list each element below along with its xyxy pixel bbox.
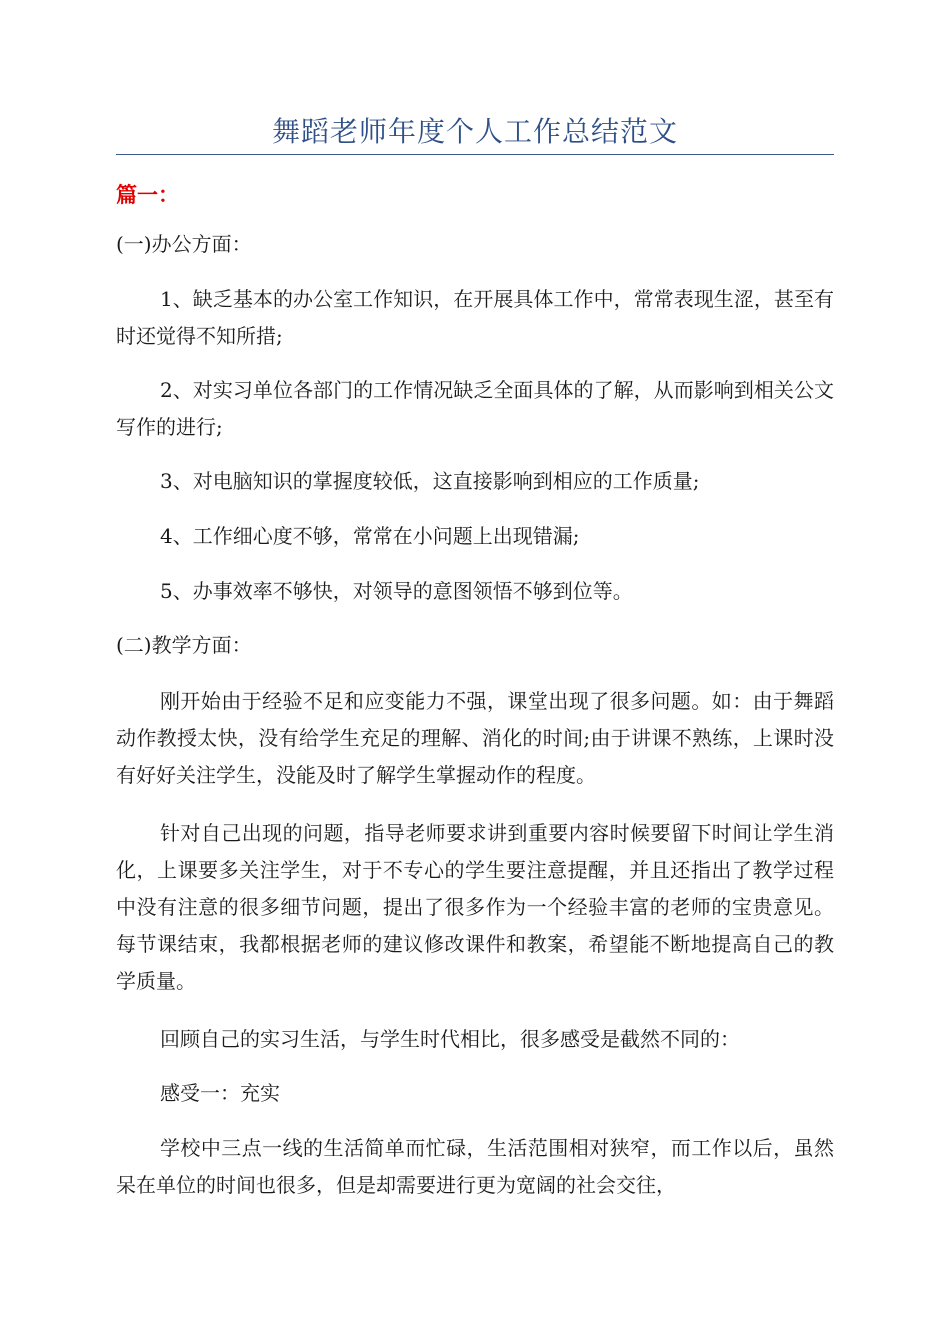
teaching-paragraph-2: 针对自己出现的问题，指导老师要求讲到重要内容时候要留下时间让学生消化，上课要多关注学生，对于不专心的学生要注意提醒，并且还指出了教学过程中没有注意的很多细节问题，提出了很多作为一个经验丰富的老师的宝贵意见。每节课结束，我都根据老师的建议修改课件和教案，希望能不断地提高自己的教学质量。 — [116, 821, 834, 993]
teaching-paragraph-1: 刚开始由于经验不足和应变能力不强，课堂出现了很多问题。如：由于舞蹈动作教授太快，没有给学生充足的理解、消化的时间;由于讲课不熟练，上课时没有好好关注学生，没能及时了解学生掌握动作的程度。 — [116, 689, 834, 787]
heading-teaching: (二)教学方面： — [116, 633, 252, 657]
teaching-paragraph-4: 学校中三点一线的生活简单而忙碌，生活范围相对狭窄，而工作以后，虽然呆在单位的时间也很多，但是却需要进行更为宽阔的社会交往， — [116, 1136, 834, 1197]
teaching-paragraph-3: 回顾自己的实习生活，与学生时代相比，很多感受是截然不同的： — [160, 1027, 740, 1051]
office-item-5: 5、办事效率不够快，对领导的意图领悟不够到位等。 — [160, 579, 633, 603]
heading-office: (一)办公方面： — [116, 232, 252, 256]
office-item-4: 4、工作细心度不够，常常在小问题上出现错漏; — [160, 524, 580, 548]
office-item-3: 3、对电脑知识的掌握度较低，这直接影响到相应的工作质量; — [160, 469, 700, 493]
document-title: 舞蹈老师年度个人工作总结范文 — [271, 115, 678, 148]
office-item-2: 2、对实习单位各部门的工作情况缺乏全面具体的了解，从而影响到相关公文写作的进行; — [116, 378, 834, 439]
title-underline — [116, 154, 834, 155]
feeling-heading: 感受一：充实 — [160, 1081, 280, 1105]
section-label: 篇一： — [116, 183, 179, 207]
office-item-1: 1、缺乏基本的办公室工作知识，在开展具体工作中，常常表现生涩，甚至有时还觉得不知所措; — [116, 287, 834, 348]
